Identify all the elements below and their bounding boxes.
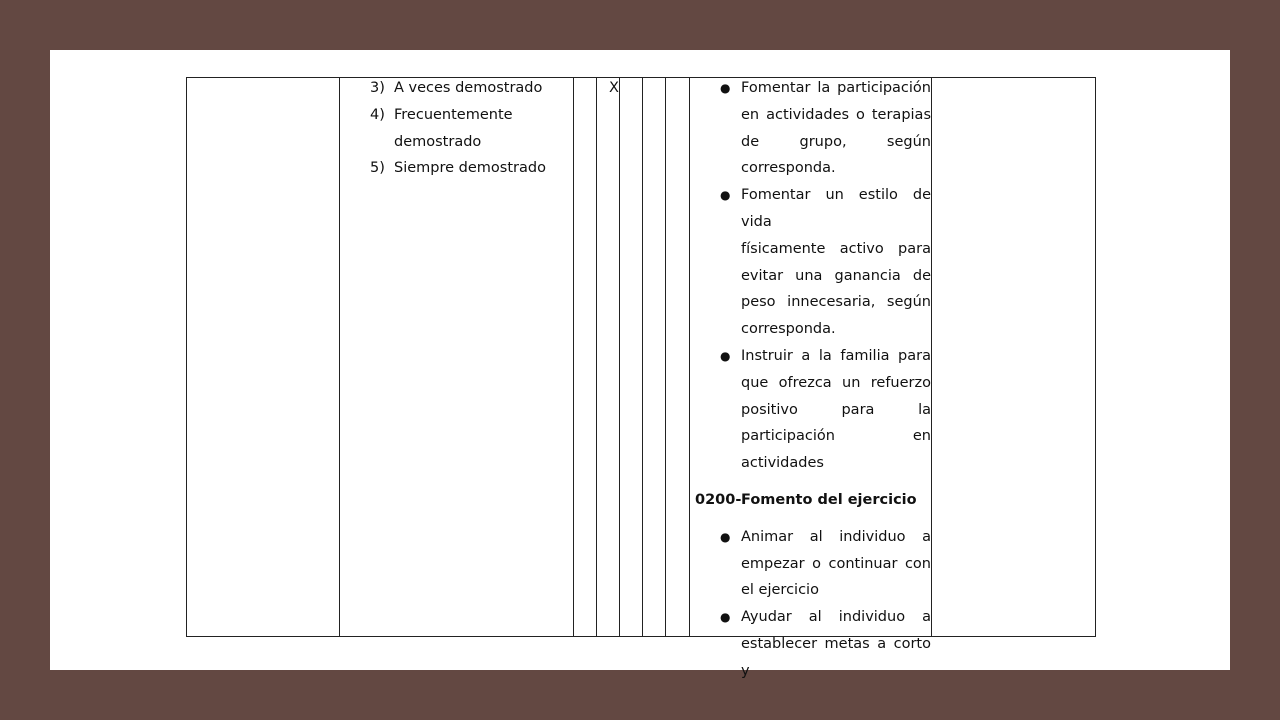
intervention-line: Animar al individuo a (741, 528, 931, 545)
intervention-line: físicamente activo para (741, 240, 931, 257)
intervention-line: participación en (741, 428, 931, 445)
intervention-line: peso innecesaria, según (741, 294, 931, 311)
intervention-item (695, 604, 931, 684)
column-divider (642, 78, 643, 636)
column-divider (573, 78, 574, 636)
column-divider (689, 78, 690, 636)
intervention-line: corresponda. (741, 160, 836, 177)
intervention-line: corresponda. (741, 321, 836, 338)
bullet-icon: ● (720, 610, 731, 625)
intervention-line: Instruir a la familia para (741, 347, 931, 364)
scale-label: A veces demostrado (394, 80, 543, 96)
scale-label: demostrado (394, 133, 482, 150)
column-divider (665, 78, 666, 636)
scale-item (370, 102, 570, 156)
intervention-line: de grupo, según (741, 133, 931, 150)
intervention-section-heading (695, 487, 931, 514)
intervention-item (695, 182, 931, 343)
intervention-item (695, 524, 931, 604)
bullet-icon: ● (720, 188, 731, 203)
column-divider (596, 78, 597, 636)
scale-number: 5) (370, 160, 385, 177)
intervention-code: 0200- (695, 491, 742, 508)
intervention-line: Fomentar un estilo de vida (741, 187, 931, 230)
bullet-icon: ● (720, 81, 731, 95)
intervention-line: establecer metas a corto y (741, 635, 931, 679)
column-divider (931, 78, 932, 636)
scale-label: Siempre demostrado (394, 160, 546, 177)
intervention-line: en actividades o terapias (741, 106, 931, 123)
scale-number: 3) (370, 80, 385, 96)
scale-item (370, 155, 570, 182)
scale-label: Frecuentemente (394, 106, 513, 123)
intervention-item (695, 75, 931, 182)
intervention-line: empezar o continuar con (741, 555, 931, 572)
slide (50, 50, 1230, 679)
column-divider (619, 78, 620, 636)
interventions-column (695, 75, 931, 685)
intervention-line: Fomentar la participación (741, 80, 931, 96)
care-plan-table (186, 77, 1096, 679)
column-divider (339, 78, 340, 636)
intervention-line: que ofrezca un refuerzo (741, 374, 931, 391)
intervention-item (695, 343, 931, 477)
bullet-icon: ● (720, 529, 731, 544)
intervention-line: Ayudar al individuo a (741, 609, 931, 626)
intervention-line: actividades (741, 455, 824, 472)
intervention-title: Fomento del ejercicio (741, 491, 917, 508)
intervention-line: el ejercicio (741, 582, 819, 599)
rating-scale-list (370, 75, 570, 182)
scale-number: 4) (370, 106, 385, 123)
scale-item (370, 75, 570, 102)
intervention-line: evitar una ganancia de (741, 267, 931, 284)
bullet-icon: ● (720, 348, 731, 363)
intervention-line: positivo para la (741, 401, 931, 418)
selected-mark: X (609, 80, 619, 96)
